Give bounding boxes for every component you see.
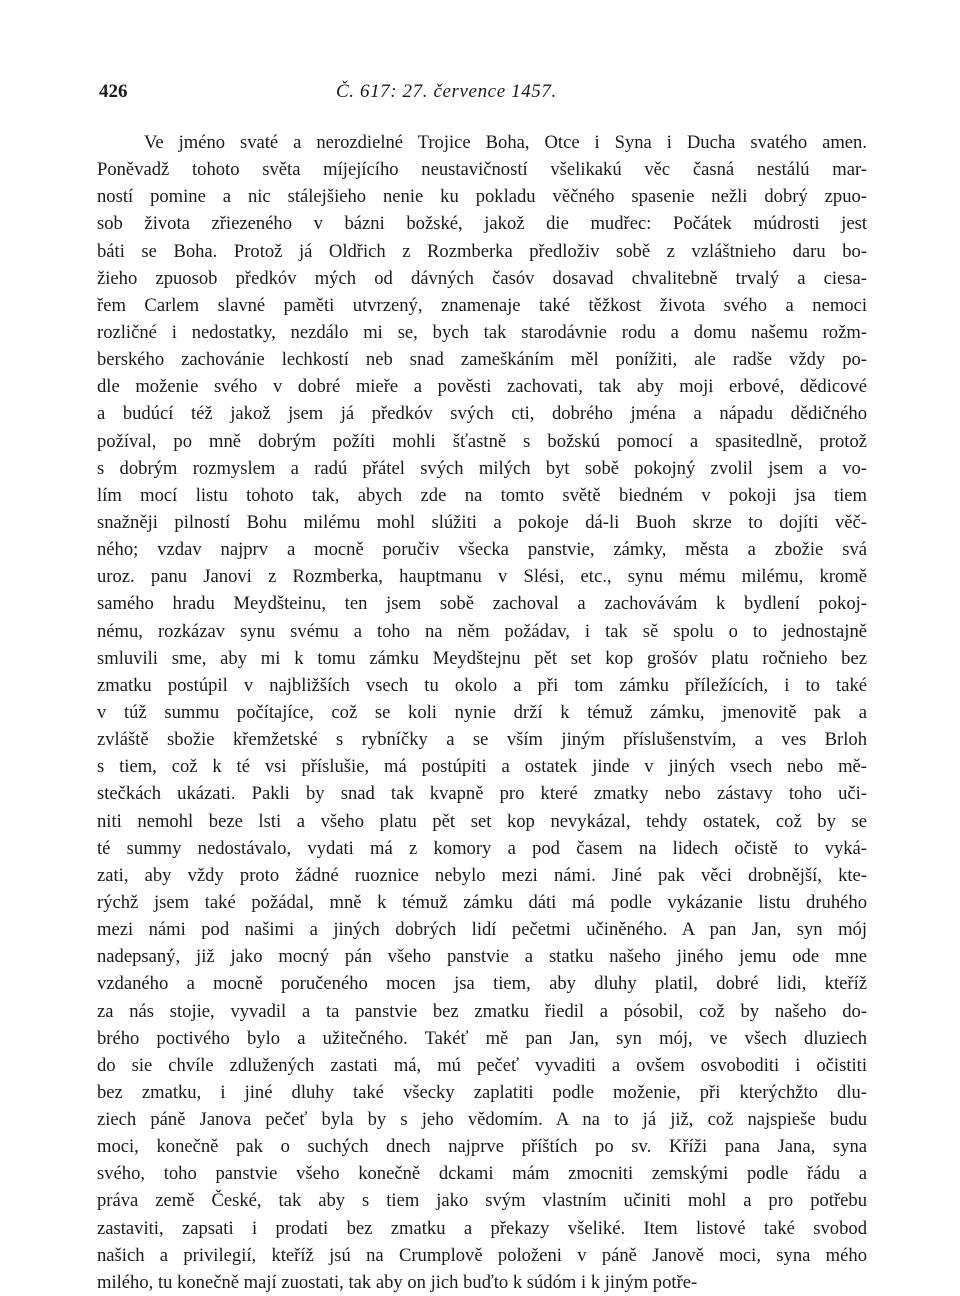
- text-line: stečkách ukázati. Pakli by snad tak kvapně pro které zmatky nebo zástavy toho uči-: [97, 783, 867, 805]
- text-line: mezi námi pod našimi a jiných dobrých lidí pečetmi učiněného. A pan Jan, syn mój: [97, 919, 867, 941]
- text-line: žieho zpuosob předkóv mých od dávných časóv dosavad chvalitebně trvalý a ciesa-: [97, 267, 867, 289]
- text-line: berského zachovánie lechkostí neb snad zameškáním měl ponížiti, ale radše vždy po-: [97, 349, 867, 371]
- text-line: svého, toho panstvie všeho konečně dckami mám zmocniti zemskými podle řádu a: [97, 1163, 867, 1185]
- text-line: niti nemohl beze lsti a všeho platu pět set kop nevykázal, tehdy ostatek, což by se: [97, 810, 867, 832]
- text-line: našich a privilegií, kteříž jsú na Crumplově položeni v páně Janově moci, syna mého: [97, 1244, 867, 1266]
- text-line: dle moženie svého v dobré mieře a pověsti zachovati, tak aby moji erbové, dědicové: [97, 376, 867, 398]
- text-line: řem Carlem slavné paměti utvrzený, znamenaje také těžkost života svého a nemoci: [97, 294, 867, 316]
- body-text: [97, 129, 867, 1296]
- text-line: vzdaného a mocně poručeného mocen jsa tiem, aby dluhy platil, dobré lidi, kteříž: [97, 973, 867, 995]
- text-line: zastaviti, zapsati i prodati bez zmatku a překazy všeliké. Item listové také svobod: [97, 1217, 867, 1239]
- text-line: s tiem, což k té vsi příslušie, má postúpiti a ostatek jinde v jiných vsech nebo mě-: [97, 756, 867, 778]
- text-line: ného; vzdav najprv a mocně poručiv všecka panstvie, zámky, města a zbožie svá: [97, 539, 867, 561]
- text-line: v túž summu počítajíce, což se koli nynie drží k témuž zámku, jmenovitě pak a: [97, 701, 867, 723]
- text-line: do sie chvíle zdlužených zastati má, mú pečeť vyvaditi a ovšem osvoboditi i očistiti: [97, 1054, 867, 1076]
- text-line: bez zmatku, i jiné dluhy také všecky zaplatiti podle moženie, při kterýchžto dlu-: [97, 1081, 867, 1103]
- text-line: snažněji pilností Bohu milému mohl slúžiti a pokoje dá-li Buoh skrze to dojíti věč-: [97, 511, 867, 533]
- text-line: zati, aby vždy proto žádné ruoznice nebylo mezi námi. Jiné pak věci drobnější, kte-: [97, 864, 867, 886]
- text-line: rozličné i nedostatky, nezdálo mi se, bych tak starodávnie rodu a domu našemu rožm-: [97, 321, 867, 343]
- text-line: milého, tu konečně mají zuostati, tak aby on jich buďto k súdóm i k jiným potře-: [97, 1271, 698, 1293]
- text-line: sob života zřiezeného v bázni božské, jakož die mudřec: Počátek múdrosti jest: [97, 213, 867, 235]
- text-line: nadepsaný, již jako mocný pán všeho panstvie a statku našeho jiného jemu ode mne: [97, 946, 867, 968]
- text-line: té summy nedostávalo, vydati má z komory a pod časem na lidech očistě to vyká-: [97, 837, 867, 859]
- text-line: za nás stojie, vyvadil a ta panstvie bez zmatku řiedil a pósobil, což by našeho do-: [97, 1000, 867, 1022]
- text-line: s dobrým rozmyslem a radú přátel svých milých byt sobě pokojný zvolil jsem a vo-: [97, 457, 867, 479]
- text-line: smluvili sme, aby mi k tomu zámku Meydštejnu pět set kop grošóv platu ročnieho bez: [97, 647, 867, 669]
- text-line: báti se Boha. Protož já Oldřich z Rozmberka předloživ sobě z vzláštnieho daru bo-: [97, 240, 867, 262]
- text-line: zvláště sbožie křemžetské s rybníčky a se vším jiným příslušenstvím, a ves Brloh: [97, 729, 867, 751]
- text-line: lím mocí listu tohoto tak, abych zde na tomto světě biedném v pokoji jsa tiem: [97, 484, 867, 506]
- text-line: Ve jméno svaté a nerozdielné Trojice Boha, Otce i Syna i Ducha svatého amen.: [144, 132, 867, 153]
- page-number: 426: [99, 81, 128, 102]
- text-line: Poněvadž tohoto světa míjejícího neustavičností všelikakú věc časná nestálú mar-: [97, 159, 867, 181]
- text-line: samého hradu Meydšteinu, ten jsem sobě zachoval a zachovávám k bydlení pokoj-: [97, 593, 867, 615]
- running-head: Č. 617: 27. července 1457.: [336, 81, 557, 102]
- text-line: požíval, po mně dobrým požíti mohli šťastně s božskú pomocí a spasitedlně, protož: [97, 430, 867, 452]
- text-line: nému, rozkázav synu svému a toho na něm požádav, i tak sě spolu o to jednostajně: [97, 620, 867, 642]
- text-line: ziech páně Janova pečeť byla by s jeho vědomím. A na to já již, což najspieše budu: [97, 1109, 867, 1131]
- text-line: práva země České, tak aby s tiem jako svým vlastním učiniti mohl a pro potřebu: [97, 1190, 867, 1212]
- text-line: brého poctivého bylo a užitečného. Takéť mě pan Jan, syn mój, ve všech dluziech: [97, 1027, 867, 1049]
- text-line: rýchž jsem také požádal, mně k témuž zámku dáti má podle vykázanie listu druhého: [97, 891, 867, 913]
- text-line: moci, konečně pak o suchých dnech najprve příštích po sv. Kříži pana Jana, syna: [97, 1136, 867, 1158]
- text-line: a budúcí též jakož jsem já předkóv svých cti, dobrého jména a nápadu dědičného: [97, 403, 867, 425]
- text-line: uroz. panu Janovi z Rozmberka, hauptmanu v Slési, etc., synu mému milému, kromě: [97, 566, 867, 588]
- text-line: ností pomine a nic stálejšieho nenie ku pokladu věčného spasenie nežli dobrý zpuo-: [97, 186, 867, 208]
- text-line: zmatku postúpil v najbližších vsech tu okolo a při tom zámku příležících, i to také: [97, 674, 867, 696]
